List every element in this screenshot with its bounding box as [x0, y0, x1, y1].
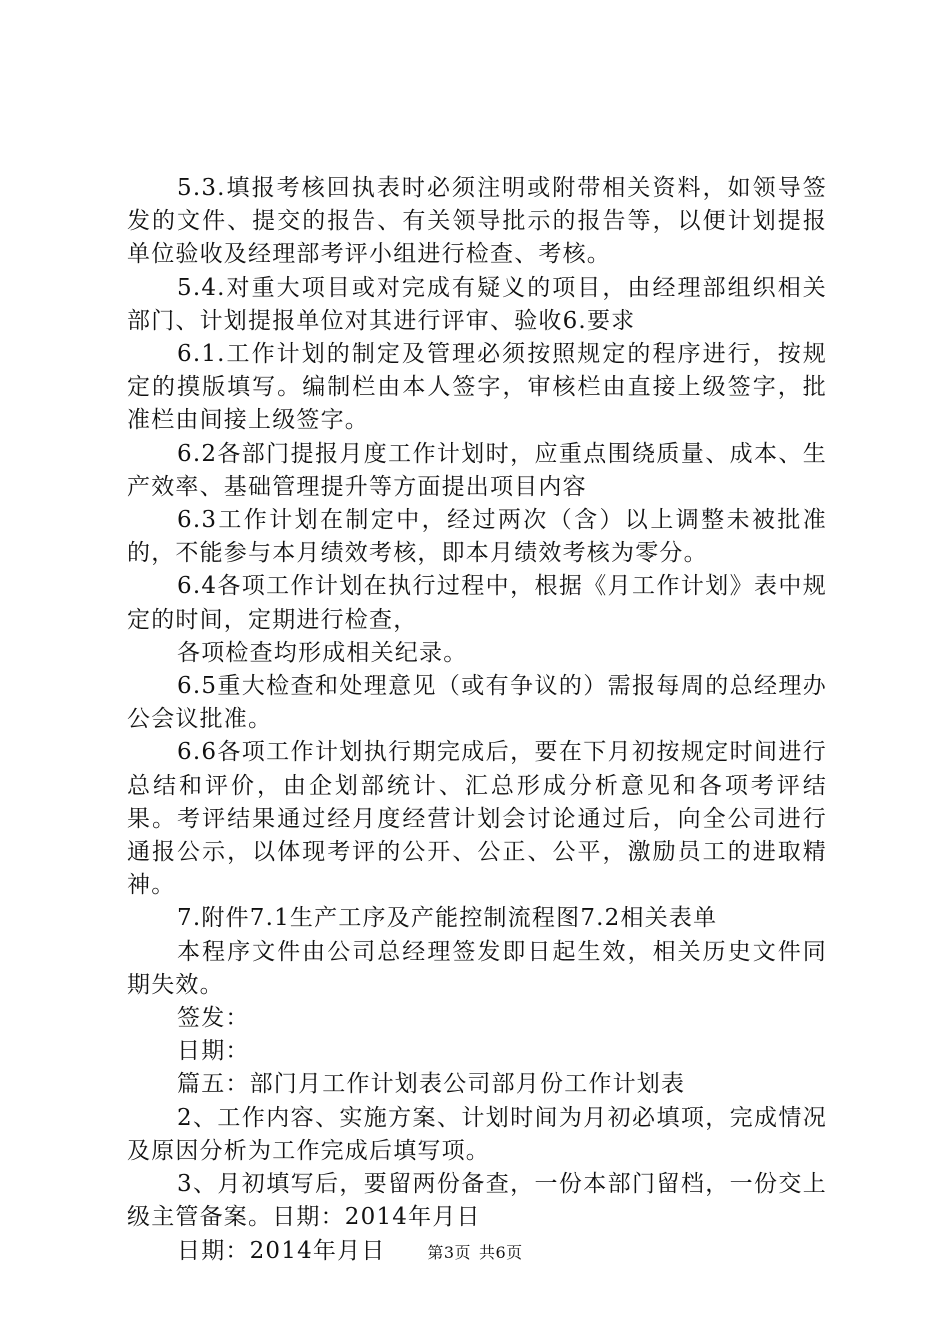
paragraph-effective: 本程序文件由公司总经理签发即日起生效，相关历史文件同期失效。 — [127, 938, 827, 998]
paragraph-item-2: 2、工作内容、实施方案、计划时间为月初必填项，完成情况及原因分析为工作完成后填写项。 — [127, 1104, 827, 1164]
page-footer — [0, 1240, 950, 1263]
paragraph-6-6: 6.6各项工作计划执行期完成后，要在下月初按规定时间进行总结和评价，由企划部统计、汇总形成分析意见和各项考评结果。考评结果通过经月度经营计划会讨论通过后，向全公司进行通报公示，以体现考评的公开、公正、公平，激励员工的进取精神。 — [127, 739, 827, 899]
paragraph-6-4: 6.4各项工作计划在执行过程中，根据《月工作计划》表中规定的时间，定期进行检查， — [127, 573, 827, 633]
paragraph-6-4-continued: 各项检查均形成相关纪录。 — [177, 639, 468, 666]
paragraph-5-4: 5.4.对重大项目或对完成有疑义的项目，由经理部组织相关部门、计划提报单位对其进行评审、验收6.要求 — [127, 274, 827, 334]
paragraph-item-3: 3、月初填写后，要留两份备查，一份本部门留档，一份交上级主管备案。日期：2014年月日 — [127, 1171, 827, 1231]
paragraph-6-5: 6.5重大检查和处理意见（或有争议的）需报每周的总经理办公会议批准。 — [127, 673, 827, 733]
date-line-2014: 日期：2014年月日 — [177, 1237, 386, 1264]
signature-line: 签发： — [177, 1005, 250, 1032]
paragraph-6-2: 6.2各部门提报月度工作计划时，应重点围绕质量、成本、生产效率、基础管理提升等方面提出项目内容 — [127, 440, 827, 500]
section-five-heading: 篇五：部门月工作计划表公司部月份工作计划表 — [177, 1071, 686, 1098]
paragraph-7-attachments: 7.附件7.1生产工序及产能控制流程图7.2相关表单 — [177, 905, 718, 932]
paragraph-6-3: 6.3工作计划在制定中，经过两次（含）以上调整未被批准的，不能参与本月绩效考核，即本月绩效考核为零分。 — [127, 507, 827, 567]
paragraph-6-1: 6.1.工作计划的制定及管理必须按照规定的程序进行，按规定的摸版填写。编制栏由本人签字，审核栏由直接上级签字，批准栏由间接上级签字。 — [127, 341, 827, 434]
document-body — [127, 172, 827, 1268]
paragraph-5-3: 5.3.填报考核回执表时必须注明或附带相关资料，如领导签发的文件、提交的报告、有关领导批示的报告等，以便计划提报单位验收及经理部考评小组进行检查、考核。 — [127, 175, 827, 268]
date-line: 日期： — [177, 1038, 250, 1065]
page-number: 第3页 — [427, 1243, 471, 1262]
page-total: 共6页 — [479, 1243, 523, 1262]
